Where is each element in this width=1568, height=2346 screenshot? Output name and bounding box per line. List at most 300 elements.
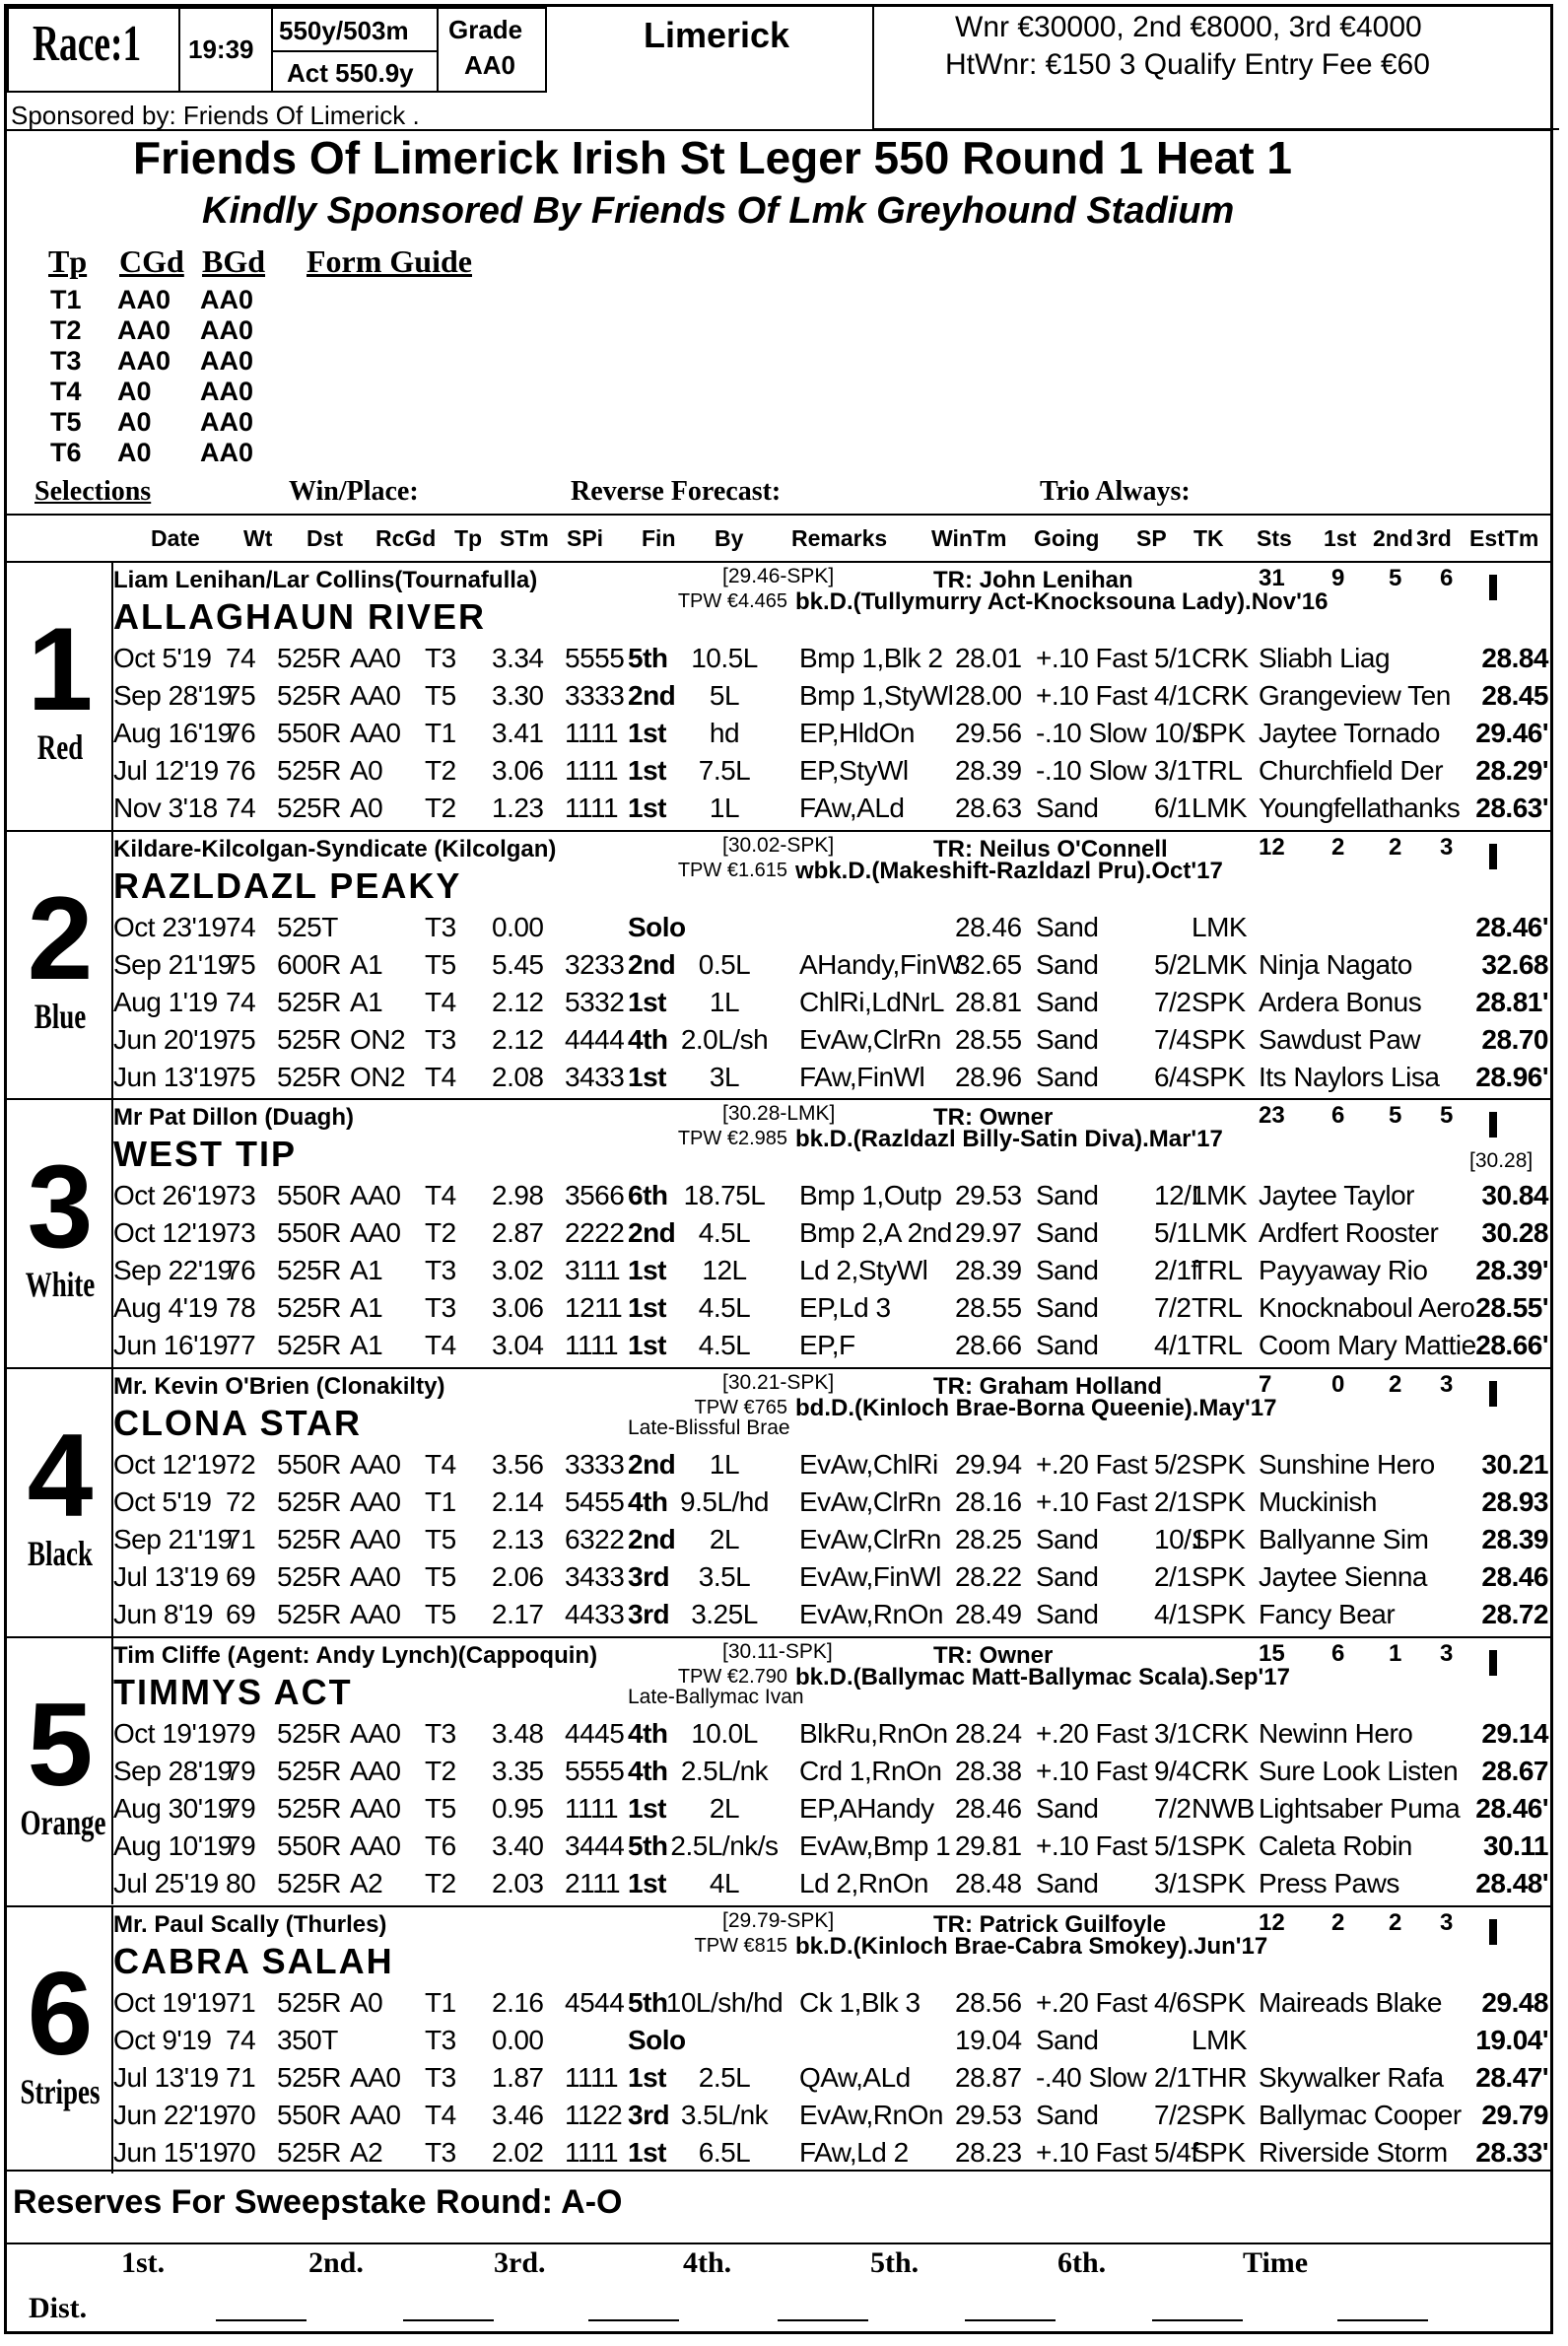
form-cell: 69 — [226, 1561, 256, 1593]
runner-block — [7, 1367, 1550, 1636]
form-cell: 79 — [226, 1792, 256, 1824]
form-cell: 4th — [628, 1755, 668, 1786]
form-cell: BlkRu,RnOn — [799, 1717, 948, 1749]
prize-line-2: HtWnr: €150 3 Qualify Entry Fee €60 — [945, 48, 1430, 81]
best-time: [30.11-SPK] — [722, 1639, 833, 1663]
breeding: bk.D.(Kinloch Brae-Cabra Smokey).Jun'17 — [795, 1932, 1268, 1960]
trap-number: 4 — [27, 1410, 94, 1543]
column-header-spi: SPi — [567, 525, 604, 551]
form-cell: Skywalker Rafa — [1259, 2061, 1444, 2093]
divider — [7, 830, 1550, 832]
form-cell: Sand — [1036, 1061, 1099, 1092]
form-cell: 3444 — [565, 1829, 625, 1861]
form-cell: EvAw,Bmp 1 — [799, 1829, 951, 1861]
stat-sts: 12 — [1259, 833, 1285, 861]
form-cell: 28.39' — [1475, 1255, 1548, 1286]
form-cell: Aug 16'19 — [113, 718, 233, 748]
form-cell: T5 — [425, 1524, 456, 1555]
form-cell: 28.16 — [955, 1486, 1022, 1518]
form-cell: 7.5L — [698, 755, 751, 786]
form-cell: LMK — [1192, 2024, 1248, 2055]
form-cell: T3 — [425, 1717, 456, 1749]
form-cell: Ardfert Rooster — [1259, 1217, 1439, 1249]
form-cell: TRL — [1192, 755, 1243, 786]
form-cell: 74 — [226, 911, 256, 942]
form-cell: SPK — [1192, 1486, 1246, 1518]
stat-sts: 12 — [1259, 1908, 1285, 1936]
racecard — [4, 4, 1553, 2334]
form-cell: 29.97 — [955, 1217, 1022, 1249]
form-cell: 28.47' — [1475, 2061, 1548, 2093]
form-cell: T3 — [425, 1292, 456, 1324]
form-cell: 75 — [226, 1023, 256, 1055]
form-cell: 2.5L/nk/s — [670, 1829, 779, 1861]
form-cell: 1111 — [565, 755, 619, 786]
tpw: TPW €765 — [694, 1397, 787, 1419]
place-label: 4th. — [683, 2246, 732, 2279]
trap-number: 1 — [27, 603, 94, 735]
form-cell: 28.38 — [955, 1755, 1022, 1786]
trap-color: Black — [27, 1534, 93, 1574]
tpw: TPW €2.790 — [677, 1665, 787, 1688]
form-cell: AA0 — [350, 718, 401, 748]
form-cell: 3.48 — [492, 1717, 544, 1749]
form-cell: AA0 — [350, 680, 401, 711]
form-row — [113, 1289, 1552, 1327]
form-cell: 600R — [277, 948, 341, 980]
form-cell: T1 — [425, 1486, 456, 1518]
form-cell: Jun 8'19 — [113, 1599, 213, 1630]
form-cell: 525R — [277, 1292, 341, 1324]
divider — [7, 1636, 1550, 1638]
column-header-wintm: WinTm — [931, 525, 1007, 551]
form-cell: 525R — [277, 1061, 341, 1092]
form-cell: Aug 4'19 — [113, 1292, 218, 1324]
dog-name: CABRA SALAH — [113, 1940, 394, 1981]
form-cell: SPK — [1192, 1061, 1246, 1092]
form-cell: Oct 5'19 — [113, 1486, 212, 1518]
race-distance: 550y/503m — [279, 16, 409, 45]
form-cell: 2.08 — [492, 1061, 544, 1092]
form-cell: 28.84 — [1481, 643, 1548, 673]
form-cell: 28.39 — [955, 1255, 1022, 1286]
selection-marker — [1489, 844, 1497, 869]
form-cell: -.40 Slow — [1036, 2061, 1147, 2093]
form-cell: T6 — [425, 1829, 456, 1861]
form-cell: TRL — [1192, 1292, 1243, 1324]
form-cell: 550R — [277, 718, 341, 748]
form-cell: TRL — [1192, 1255, 1243, 1286]
form-cell: 28.72 — [1481, 1599, 1548, 1630]
form-cell: 19.04 — [955, 2024, 1022, 2055]
form-cell: 29.81 — [955, 1829, 1022, 1861]
form-cell: T2 — [425, 1867, 456, 1898]
stat-second: 2 — [1389, 833, 1402, 861]
form-cell: EvAw,ClrRn — [799, 1524, 941, 1555]
trainer: TR: Owner — [933, 1104, 1054, 1132]
form-cell: NWB — [1192, 1792, 1255, 1824]
form-cell: 71 — [226, 1524, 256, 1555]
form-cell: FAw,ALd — [799, 793, 905, 823]
form-cell: 72 — [226, 1449, 256, 1481]
form-cell: 29.53 — [955, 1180, 1022, 1211]
form-cell: 3rd — [628, 1561, 670, 1593]
form-cell: Lightsaber Puma — [1259, 1792, 1461, 1824]
form-cell: 32.65 — [955, 948, 1022, 980]
column-header-2nd: 2nd — [1373, 525, 1413, 551]
form-cell: 1st — [628, 2061, 666, 2093]
form-cell: 79 — [226, 1755, 256, 1786]
form-cell: EP,HldOn — [799, 718, 915, 748]
form-cell: 10.0L — [691, 1717, 758, 1749]
form-cell: 525R — [277, 2136, 341, 2168]
form-cell: Aug 1'19 — [113, 986, 218, 1017]
form-cell: 28.87 — [955, 2061, 1022, 2093]
form-row — [113, 1327, 1552, 1364]
dist-label: Dist. — [29, 2292, 88, 2324]
form-cell: Oct 19'19 — [113, 1986, 227, 2018]
form-cell: 28.39 — [955, 755, 1022, 786]
form-row — [113, 1214, 1552, 1252]
form-cell: 3.40 — [492, 1829, 544, 1861]
form-cell: T3 — [425, 2061, 456, 2093]
form-cell: T3 — [425, 1023, 456, 1055]
form-cell: AA0 — [350, 2061, 401, 2093]
dog-name: RAZLDAZL PEAKY — [113, 864, 462, 906]
form-cell: CRK — [1192, 643, 1249, 673]
form-cell: THR — [1192, 2061, 1248, 2093]
form-cell: AA0 — [350, 1217, 401, 1249]
form-cell: 3.35 — [492, 1755, 544, 1786]
form-cell: 2222 — [565, 1217, 625, 1249]
form-cell: Oct 26'19 — [113, 1180, 227, 1211]
form-cell: +.20 Fast — [1036, 1449, 1148, 1481]
form-cell: Jul 13'19 — [113, 2061, 219, 2093]
place-label: 3rd. — [494, 2246, 546, 2279]
dog-name: WEST TIP — [113, 1134, 297, 1175]
form-cell: 1st — [628, 2136, 666, 2168]
form-cell: EP,StyWl — [799, 755, 909, 786]
form-cell: 7/4 — [1154, 1023, 1192, 1055]
grade-trap: T1 — [50, 285, 82, 314]
form-cell: +.20 Fast — [1036, 1986, 1148, 2018]
column-header-3rd: 3rd — [1416, 525, 1452, 551]
form-cell: T2 — [425, 1217, 456, 1249]
form-cell: SPK — [1192, 1829, 1246, 1861]
owner-name: Kildare-Kilcolgan-Syndicate (Kilcolgan) — [113, 835, 557, 862]
form-cell: Sand — [1036, 986, 1099, 1017]
column-header-going: Going — [1034, 525, 1100, 551]
place-label: Time — [1243, 2246, 1309, 2279]
grade-bgd: AA0 — [200, 285, 254, 314]
form-cell: Bmp 2,A 2nd — [799, 1217, 952, 1249]
form-cell: 28.46 — [1481, 1561, 1548, 1593]
form-cell: EvAw,RnOn — [799, 2099, 943, 2130]
form-row — [113, 1021, 1552, 1059]
column-header-fin: Fin — [642, 525, 676, 551]
form-cell: AA0 — [350, 1524, 401, 1555]
form-cell: 6/4 — [1154, 1061, 1192, 1092]
form-cell: Ld 2,StyWl — [799, 1255, 928, 1286]
form-cell: 1111 — [565, 718, 619, 748]
form-cell: 1st — [628, 793, 666, 823]
form-cell: 30.28 — [1481, 1217, 1548, 1249]
form-cell: QAw,ALd — [799, 2061, 911, 2093]
form-cell: Sunshine Hero — [1259, 1449, 1435, 1481]
form-cell: 3.30 — [492, 680, 544, 711]
form-cell: 525R — [277, 1023, 341, 1055]
stat-third: 3 — [1440, 1639, 1454, 1667]
breeding: bk.D.(Ballymac Matt-Ballymac Scala).Sep'17 — [795, 1663, 1290, 1690]
form-cell: T4 — [425, 986, 456, 1017]
form-cell: EvAw,ChlRi — [799, 1449, 938, 1481]
form-cell: Churchfield Der — [1259, 755, 1444, 786]
form-cell: EP,AHandy — [799, 1792, 934, 1824]
form-cell: 76 — [226, 755, 256, 786]
form-cell: Sand — [1036, 911, 1099, 942]
form-cell: 6322 — [565, 1524, 625, 1555]
form-cell: 28.63' — [1475, 793, 1548, 823]
form-cell: 5th — [628, 643, 668, 673]
result-blank — [965, 2319, 1056, 2321]
trainer: TR: Neilus O'Connell — [933, 835, 1168, 862]
form-cell: 73 — [226, 1217, 256, 1249]
form-cell: EP,Ld 3 — [799, 1292, 891, 1324]
dog-name: TIMMYS ACT — [113, 1671, 353, 1712]
form-cell: EvAw,FinWl — [799, 1561, 941, 1593]
result-blank — [588, 2319, 679, 2321]
column-header-remarks: Remarks — [791, 525, 888, 551]
form-cell: Sand — [1036, 1292, 1099, 1324]
form-cell: 1st — [628, 986, 666, 1017]
form-cell: 550R — [277, 1829, 341, 1861]
owner-name: Mr. Paul Scally (Thurles) — [113, 1910, 387, 1938]
form-cell: 28.22 — [955, 1561, 1022, 1593]
form-cell: 3rd — [628, 1599, 670, 1630]
form-cell: 74 — [226, 793, 256, 823]
tpw: TPW €815 — [694, 1934, 787, 1957]
race-time-box — [178, 7, 273, 93]
grade-cgd: AA0 — [117, 285, 171, 314]
form-cell: AA0 — [350, 2099, 401, 2130]
form-cell: Jaytee Tornado — [1259, 718, 1440, 748]
form-cell: T3 — [425, 911, 456, 942]
trainer: TR: Patrick Guilfoyle — [933, 1910, 1167, 1938]
form-cell: Solo — [628, 2024, 686, 2055]
breeding: bk.D.(Razldazl Billy-Satin Diva).Mar'17 — [795, 1126, 1223, 1153]
form-cell: hd — [709, 718, 740, 748]
form-cell: 70 — [226, 2136, 256, 2168]
form-cell: 2.17 — [492, 1599, 544, 1630]
result-blank — [778, 2319, 868, 2321]
form-cell: 28.96 — [955, 1061, 1022, 1092]
form-cell: 1111 — [565, 2061, 619, 2093]
form-cell: Sand — [1036, 2024, 1099, 2055]
form-cell: Solo — [628, 911, 686, 942]
form-cell: 70 — [226, 2099, 256, 2130]
column-header-esttm: EstTm — [1469, 525, 1539, 551]
runner-block — [7, 1905, 1550, 2174]
form-cell: Ardera Bonus — [1259, 986, 1422, 1017]
form-cell: 525R — [277, 1599, 341, 1630]
form-cell: Sawdust Paw — [1259, 1023, 1421, 1055]
race-number: Race:1 — [33, 16, 142, 72]
form-cell: 29.46' — [1475, 718, 1548, 748]
form-cell: 29.79 — [1481, 2099, 1548, 2130]
form-cell: 525R — [277, 1986, 341, 2018]
form-cell: 28.67 — [1481, 1755, 1548, 1786]
form-cell: 2.02 — [492, 2136, 544, 2168]
form-cell: Jul 12'19 — [113, 755, 219, 786]
trio-label: Trio Always: — [1040, 476, 1191, 507]
form-row — [113, 640, 1552, 677]
form-cell: Fancy Bear — [1259, 1599, 1396, 1630]
form-cell: 30.21 — [1481, 1449, 1548, 1481]
stat-first: 2 — [1331, 1908, 1345, 1936]
form-row — [113, 1252, 1552, 1289]
form-cell: 3333 — [565, 680, 625, 711]
stat-first: 0 — [1331, 1371, 1345, 1399]
form-cell: 76 — [226, 718, 256, 748]
form-cell: 1st — [628, 718, 666, 748]
form-cell: 5/1 — [1154, 643, 1192, 673]
form-cell: Sand — [1036, 1330, 1099, 1361]
form-cell: 28.55 — [955, 1023, 1022, 1055]
race-subtitle: Kindly Sponsored By Friends Of Lmk Greyhound Stadium — [202, 190, 1235, 232]
race-title: Friends Of Limerick Irish St Leger 550 Round 1 Heat 1 — [133, 132, 1292, 183]
form-cell: 4/6 — [1154, 1986, 1192, 2018]
form-cell: Oct 23'19 — [113, 911, 227, 942]
form-cell: T5 — [425, 1792, 456, 1824]
owner-name: Liam Lenihan/Lar Collins(Tournafulla) — [113, 567, 538, 593]
form-cell: SPK — [1192, 1449, 1246, 1481]
win-place-label: Win/Place: — [289, 476, 419, 507]
form-cell: T2 — [425, 755, 456, 786]
form-cell: 525R — [277, 1486, 341, 1518]
form-cell: A0 — [350, 755, 383, 786]
form-cell: Payyaway Rio — [1259, 1255, 1428, 1286]
form-cell: 28.46 — [955, 911, 1022, 942]
form-cell: Aug 10'19 — [113, 1829, 233, 1861]
form-cell: 1111 — [565, 2136, 619, 2168]
form-cell: Ninja Nagato — [1259, 948, 1412, 980]
form-cell: Jun 20'19 — [113, 1023, 229, 1055]
trainer: TR: John Lenihan — [933, 567, 1133, 593]
form-cell: 525R — [277, 1255, 341, 1286]
form-cell: 525T — [277, 911, 338, 942]
form-cell: 2nd — [628, 1524, 676, 1555]
form-cell: T4 — [425, 1330, 456, 1361]
form-row — [113, 752, 1552, 790]
grade-bgd: AA0 — [200, 377, 254, 406]
form-cell: 75 — [226, 680, 256, 711]
form-cell: 5555 — [565, 1755, 625, 1786]
form-cell: 1st — [628, 1292, 666, 1324]
form-cell: A1 — [350, 1330, 383, 1361]
form-cell: 1L — [709, 1449, 740, 1481]
form-cell: 5332 — [565, 986, 625, 1017]
form-cell: A2 — [350, 2136, 383, 2168]
form-cell: Ld 2,RnOn — [799, 1867, 928, 1898]
form-cell: Sure Look Listen — [1259, 1755, 1459, 1786]
form-cell: 7/2 — [1154, 1292, 1192, 1324]
form-cell: Sand — [1036, 948, 1099, 980]
form-cell: 75 — [226, 948, 256, 980]
form-cell: 32.68 — [1481, 948, 1548, 980]
form-cell: 28.46 — [955, 1792, 1022, 1824]
form-cell: Oct 9'19 — [113, 2024, 212, 2055]
form-cell: +.10 Fast — [1036, 680, 1148, 711]
divider — [7, 1367, 1550, 1369]
form-cell: 9.5L/hd — [680, 1486, 769, 1518]
grade-label: Grade — [448, 15, 523, 44]
form-row — [113, 2022, 1552, 2059]
form-cell: A1 — [350, 1292, 383, 1324]
form-row — [113, 909, 1552, 946]
form-cell: 4433 — [565, 1599, 625, 1630]
form-cell: Jun 15'19 — [113, 2136, 229, 2168]
form-row — [113, 2059, 1552, 2097]
form-cell: T1 — [425, 1986, 456, 2018]
form-cell: 29.14 — [1481, 1717, 1548, 1749]
form-cell: 3233 — [565, 948, 625, 980]
form-cell: 4.5L — [698, 1217, 751, 1249]
form-cell: Bmp 1,Outp — [799, 1180, 942, 1211]
grade-cgd: AA0 — [117, 315, 171, 345]
form-cell: 2/1 — [1154, 1486, 1192, 1518]
form-cell: 80 — [226, 1867, 256, 1898]
form-cell: 28.66 — [955, 1330, 1022, 1361]
form-cell: TRL — [1192, 1330, 1243, 1361]
form-cell: SPK — [1192, 986, 1246, 1017]
form-cell: Oct 19'19 — [113, 1717, 227, 1749]
form-cell: +.10 Fast — [1036, 2136, 1148, 2168]
form-cell: 29.94 — [955, 1449, 1022, 1481]
form-cell: 7/2 — [1154, 1792, 1192, 1824]
result-blank — [1152, 2319, 1243, 2321]
form-cell: FAw,FinWl — [799, 1061, 925, 1092]
form-cell: LMK — [1192, 1217, 1248, 1249]
form-cell: 73 — [226, 1180, 256, 1211]
form-cell: EvAw,ClrRn — [799, 1486, 941, 1518]
form-cell: Bmp 1,StyWl — [799, 680, 954, 711]
form-cell: CRK — [1192, 1755, 1249, 1786]
form-cell: 2/1 — [1154, 1561, 1192, 1593]
form-cell: 4.5L — [698, 1330, 751, 1361]
form-cell: 3.56 — [492, 1449, 544, 1481]
form-cell: A1 — [350, 1255, 383, 1286]
form-cell: T3 — [425, 643, 456, 673]
column-header-dst: Dst — [307, 525, 344, 551]
form-cell: AA0 — [350, 643, 401, 673]
form-cell: 28.23 — [955, 2136, 1022, 2168]
form-cell: 28.00 — [955, 680, 1022, 711]
form-cell: 10/1 — [1154, 1524, 1206, 1555]
form-cell: 3/1 — [1154, 755, 1192, 786]
form-cell: T3 — [425, 2136, 456, 2168]
grade-cgd: AA0 — [117, 346, 171, 376]
form-cell: Sep 28'19 — [113, 1755, 233, 1786]
form-cell: Sand — [1036, 1867, 1099, 1898]
form-cell: 2.06 — [492, 1561, 544, 1593]
form-cell: Aug 30'19 — [113, 1792, 233, 1824]
stat-second: 2 — [1389, 1908, 1402, 1936]
form-cell: 2111 — [565, 1867, 621, 1898]
form-cell: 5L — [709, 680, 740, 711]
form-cell: 10/1 — [1154, 718, 1206, 748]
stat-second: 2 — [1389, 1371, 1402, 1399]
form-cell: 350T — [277, 2024, 338, 2055]
